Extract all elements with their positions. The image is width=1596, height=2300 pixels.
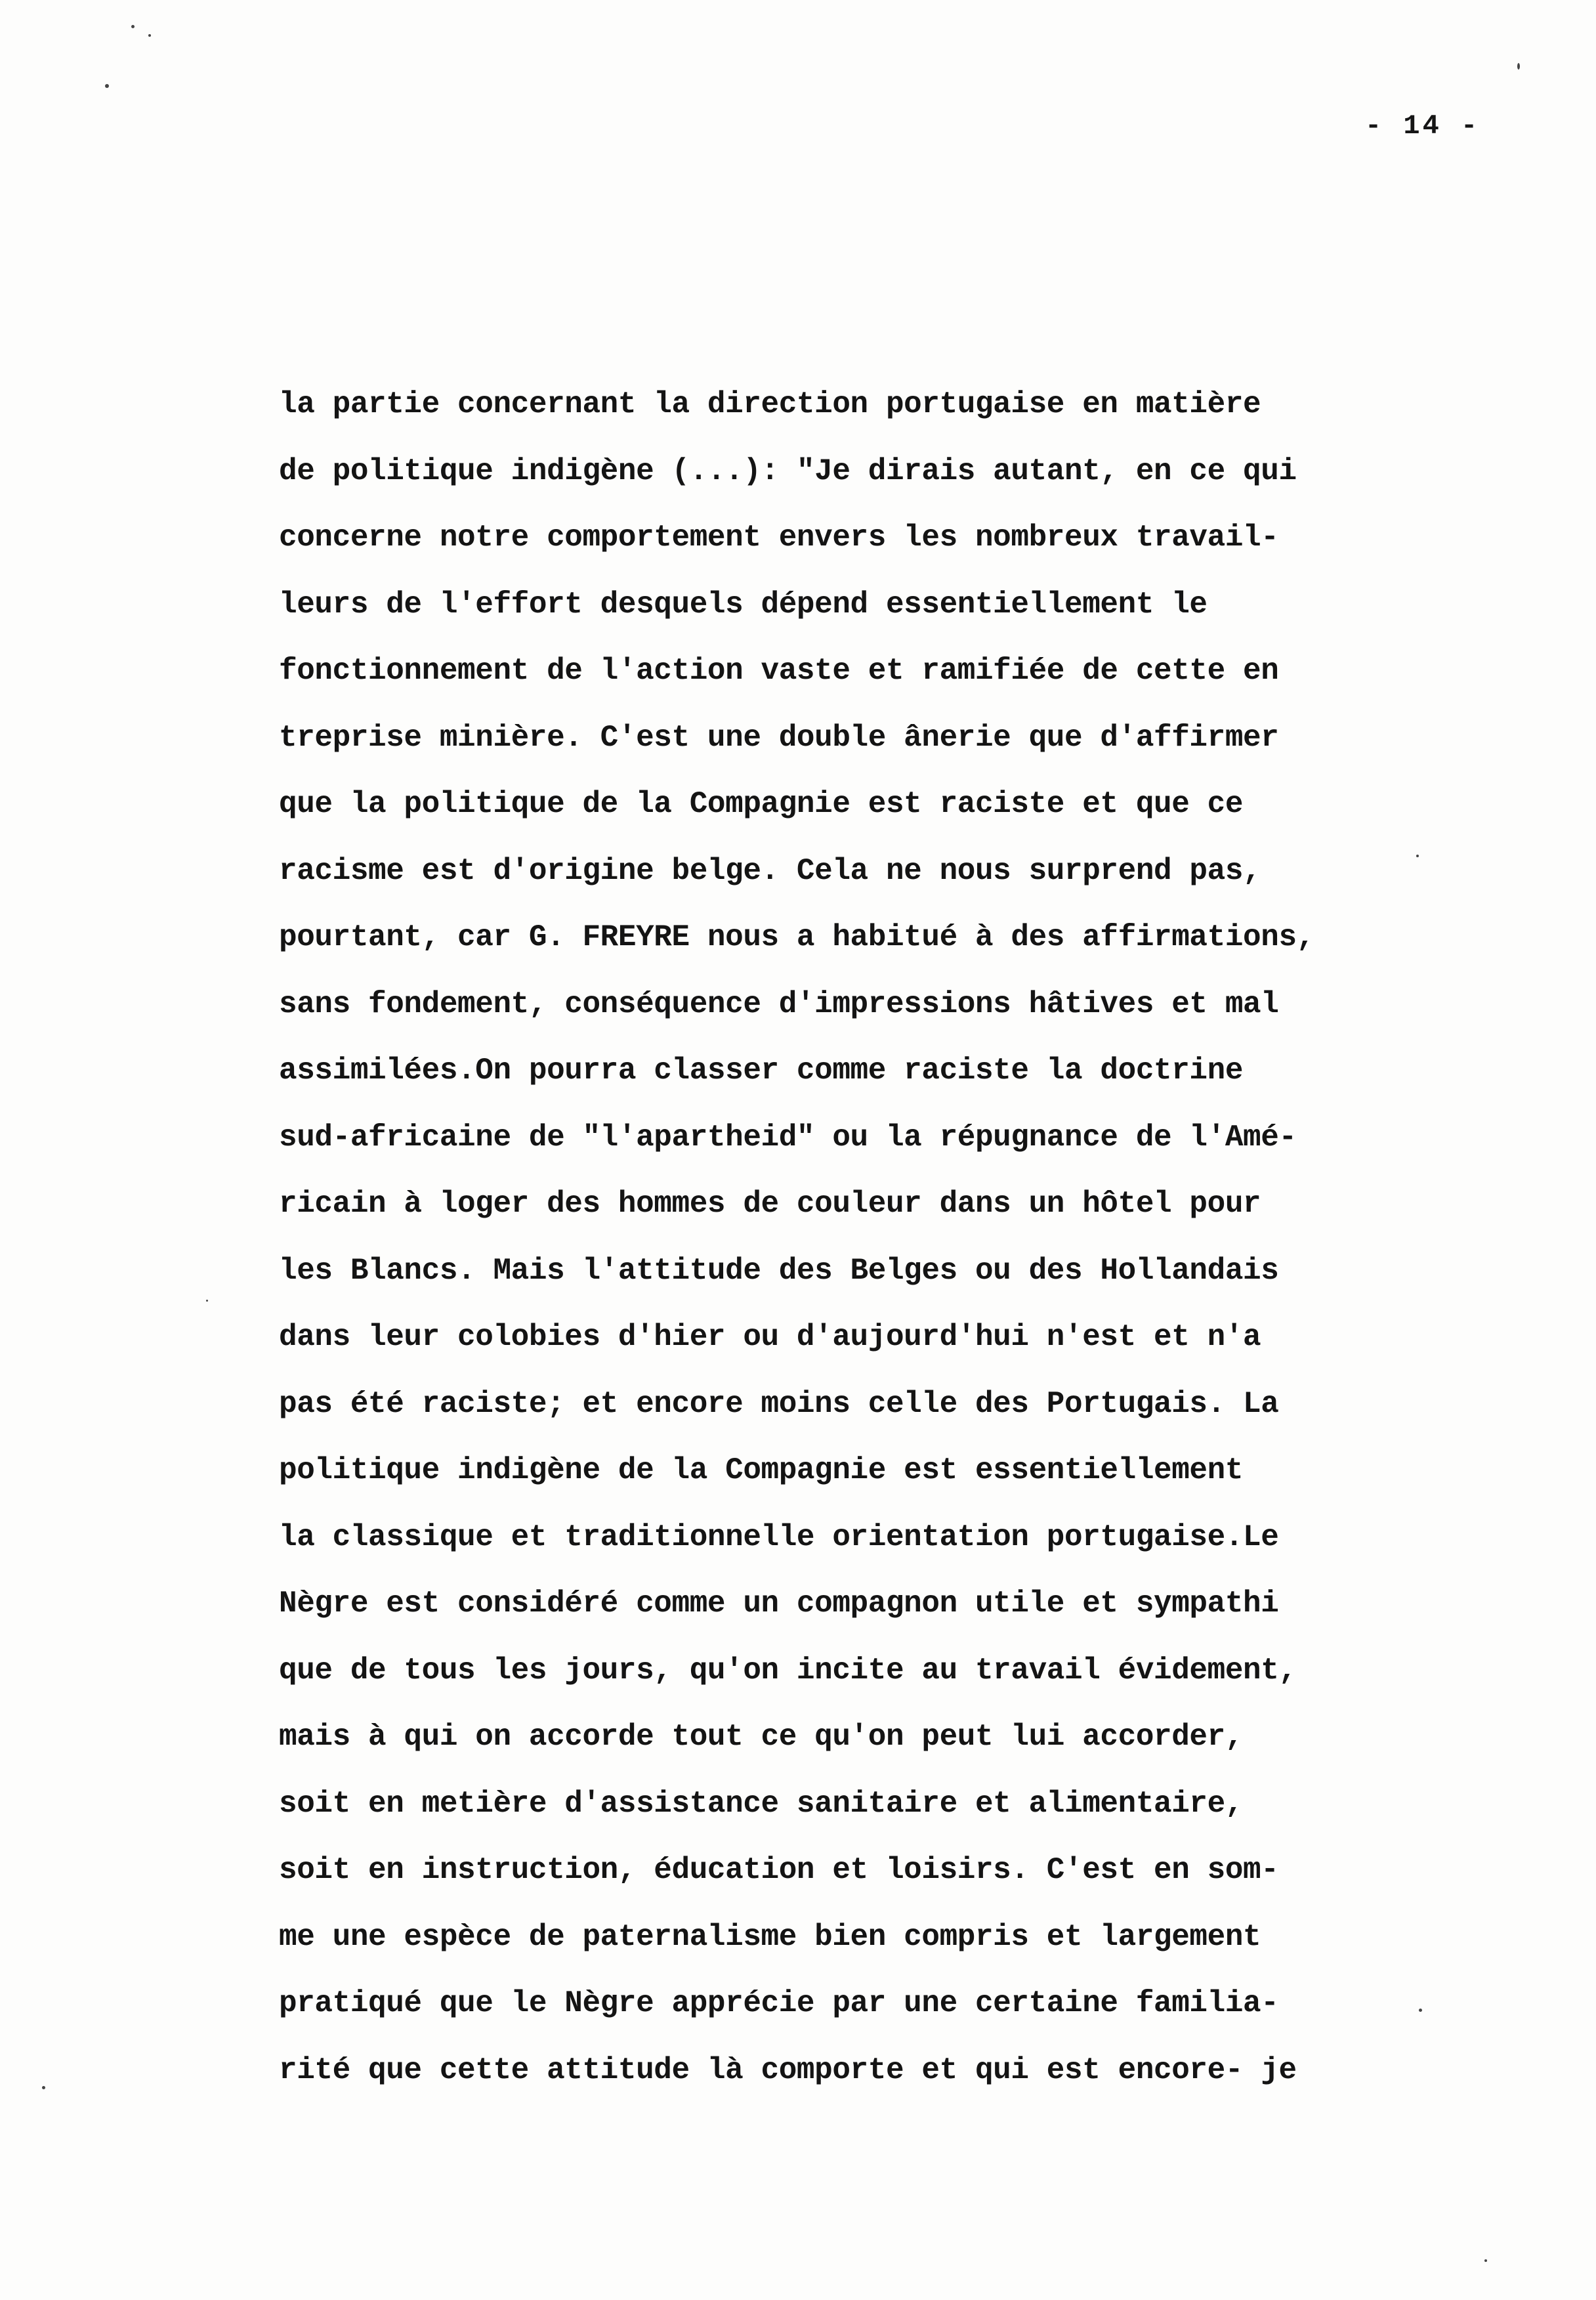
- text-line: soit en instruction, éducation et loisirs. C'est en som-: [279, 1853, 1279, 1887]
- text-line: rité que cette attitude là comporte et qui est encore- je: [279, 2053, 1297, 2087]
- text-line: les Blancs. Mais l'attitude des Belges ou des Hollandais: [279, 1253, 1279, 1288]
- scan-speck: [148, 34, 151, 37]
- page-number: - 14 -: [1365, 110, 1480, 142]
- text-line: la classique et traditionnelle orientation portugaise.Le: [279, 1520, 1279, 1554]
- scan-speck: [105, 84, 109, 88]
- text-line: pratiqué que le Nègre apprécie par une certaine familia-: [279, 1986, 1279, 2020]
- text-line: pourtant, car G. FREYRE nous a habitué à des affirmations,: [279, 920, 1314, 954]
- text-line: que de tous les jours, qu'on incite au travail évidement,: [279, 1653, 1297, 1688]
- scan-speck: [1484, 2259, 1487, 2262]
- text-line: treprise minière. C'est une double ânerie que d'affirmer: [279, 720, 1279, 755]
- text-line: pas été raciste; et encore moins celle des Portugais. La: [279, 1386, 1279, 1421]
- text-line: Nègre est considéré comme un compagnon utile et sympathi: [279, 1587, 1279, 1621]
- text-line: sud-africaine de "l'apartheid" ou la répugnance de l'Amé-: [279, 1120, 1297, 1155]
- text-line: que la politique de la Compagnie est raciste et que ce: [279, 787, 1244, 821]
- text-line: fonctionnement de l'action vaste et ramifiée de cette en: [279, 654, 1279, 688]
- scan-speck: [1416, 855, 1419, 857]
- text-line: politique indigène de la Compagnie est essentiellement: [279, 1453, 1244, 1487]
- scan-speck: [131, 25, 135, 28]
- text-line: la partie concernant la direction portugaise en matière: [279, 387, 1261, 421]
- text-line: mais à qui on accorde tout ce qu'on peut lui accorder,: [279, 1720, 1244, 1754]
- text-line: me une espèce de paternalisme bien compris et largement: [279, 1919, 1261, 1954]
- scan-speck: [42, 2086, 45, 2089]
- text-line: concerne notre comportement envers les nombreux travail-: [279, 521, 1279, 555]
- text-line: leurs de l'effort desquels dépend essentiellement le: [279, 587, 1208, 622]
- text-line: sans fondement, conséquence d'impressions hâtives et mal: [279, 987, 1279, 1021]
- text-line: assimilées.On pourra classer comme raciste la doctrine: [279, 1054, 1244, 1088]
- scan-speck: [206, 1300, 208, 1302]
- body-text: [279, 372, 1460, 2104]
- text-line: ricain à loger des hommes de couleur dans un hôtel pour: [279, 1187, 1261, 1221]
- text-line: soit en metière d'assistance sanitaire et alimentaire,: [279, 1786, 1244, 1821]
- text-line: racisme est d'origine belge. Cela ne nous surprend pas,: [279, 853, 1261, 888]
- text-line: de politique indigène (...): "Je dirais autant, en ce qui: [279, 454, 1297, 488]
- text-line: dans leur colobies d'hier ou d'aujourd'hui n'est et n'a: [279, 1320, 1261, 1354]
- scan-speck: [1419, 2009, 1422, 2012]
- scan-speck: [1517, 63, 1520, 70]
